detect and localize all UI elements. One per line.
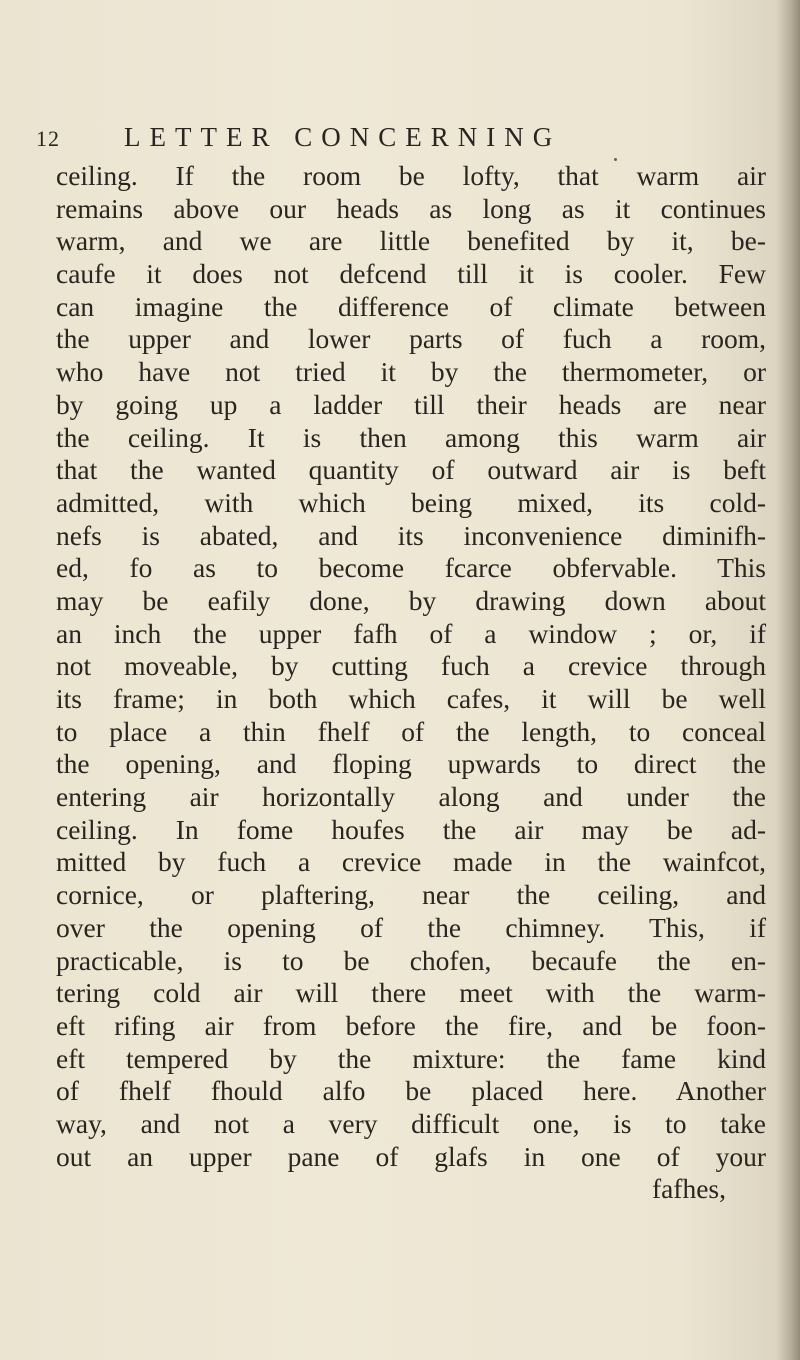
text-line: the opening, and floping upwards to direct the xyxy=(56,748,766,780)
text-line: tering cold air will there meet with the warm- xyxy=(56,977,766,1009)
text-line: out an upper pane of glafs in one of your xyxy=(56,1140,766,1172)
text-line: can imagine the difference of climate between xyxy=(56,290,766,322)
text-line: the ceiling. It is then among this warm air xyxy=(56,421,766,453)
text-line: cornice, or plaftering, near the ceiling, and xyxy=(56,879,766,911)
text-line: ed, fo as to become fcarce obfervable. This xyxy=(56,552,766,584)
text-line: that the wanted quantity of outward air is beft xyxy=(56,454,766,486)
text-line: ceiling. In fome houfes the air may be ad- xyxy=(56,813,766,845)
text-line: over the opening of the chimney. This, if xyxy=(56,911,766,943)
text-line: to place a thin fhelf of the length, to conceal xyxy=(56,715,766,747)
text-line: practicable, is to be chofen, becaufe the en- xyxy=(56,944,766,976)
page-edge-shadow xyxy=(776,0,800,1360)
text-line: way, and not a very difficult one, is to take xyxy=(56,1107,766,1139)
text-line: who have not tried it by the thermometer, or xyxy=(56,356,766,388)
body-text xyxy=(56,160,766,1206)
text-line: ceiling. If the room be lofty, that warm air xyxy=(56,160,766,191)
text-line: caufe it does not defcend till it is cooler. Few xyxy=(56,258,766,290)
text-line: mitted by fuch a crevice made in the wainfcot, xyxy=(56,846,766,878)
text-line: may be eafily done, by drawing down about xyxy=(56,584,766,616)
page-number: 12 xyxy=(36,126,60,151)
text-line: by going up a ladder till their heads are near xyxy=(56,388,766,420)
text-line: remains above our heads as long as it continues xyxy=(56,192,766,224)
text-line: the upper and lower parts of fuch a room, xyxy=(56,323,766,355)
text-line: eft tempered by the mixture: the fame kind xyxy=(56,1042,766,1074)
text-line: an inch the upper fafh of a window ; or, if xyxy=(56,617,766,649)
text-line: warm, and we are little benefited by it, be- xyxy=(56,225,766,257)
text-line: of fhelf fhould alfo be placed here. Another xyxy=(56,1075,766,1107)
running-head: LETTER CONCERNING xyxy=(124,122,562,152)
text-line: entering air horizontally along and under the xyxy=(56,781,766,813)
text-line: eft rifing air from before the fire, and be foon- xyxy=(56,1009,766,1041)
text-line: nefs is abated, and its inconvenience diminifh- xyxy=(56,519,766,551)
page-header xyxy=(36,118,636,158)
text-line: admitted, with which being mixed, its cold- xyxy=(56,486,766,518)
text-line: its frame; in both which cafes, it will be well xyxy=(56,683,766,714)
catchword: fafhes, xyxy=(651,1173,726,1205)
text-line: not moveable, by cutting fuch a crevice through xyxy=(56,650,766,682)
